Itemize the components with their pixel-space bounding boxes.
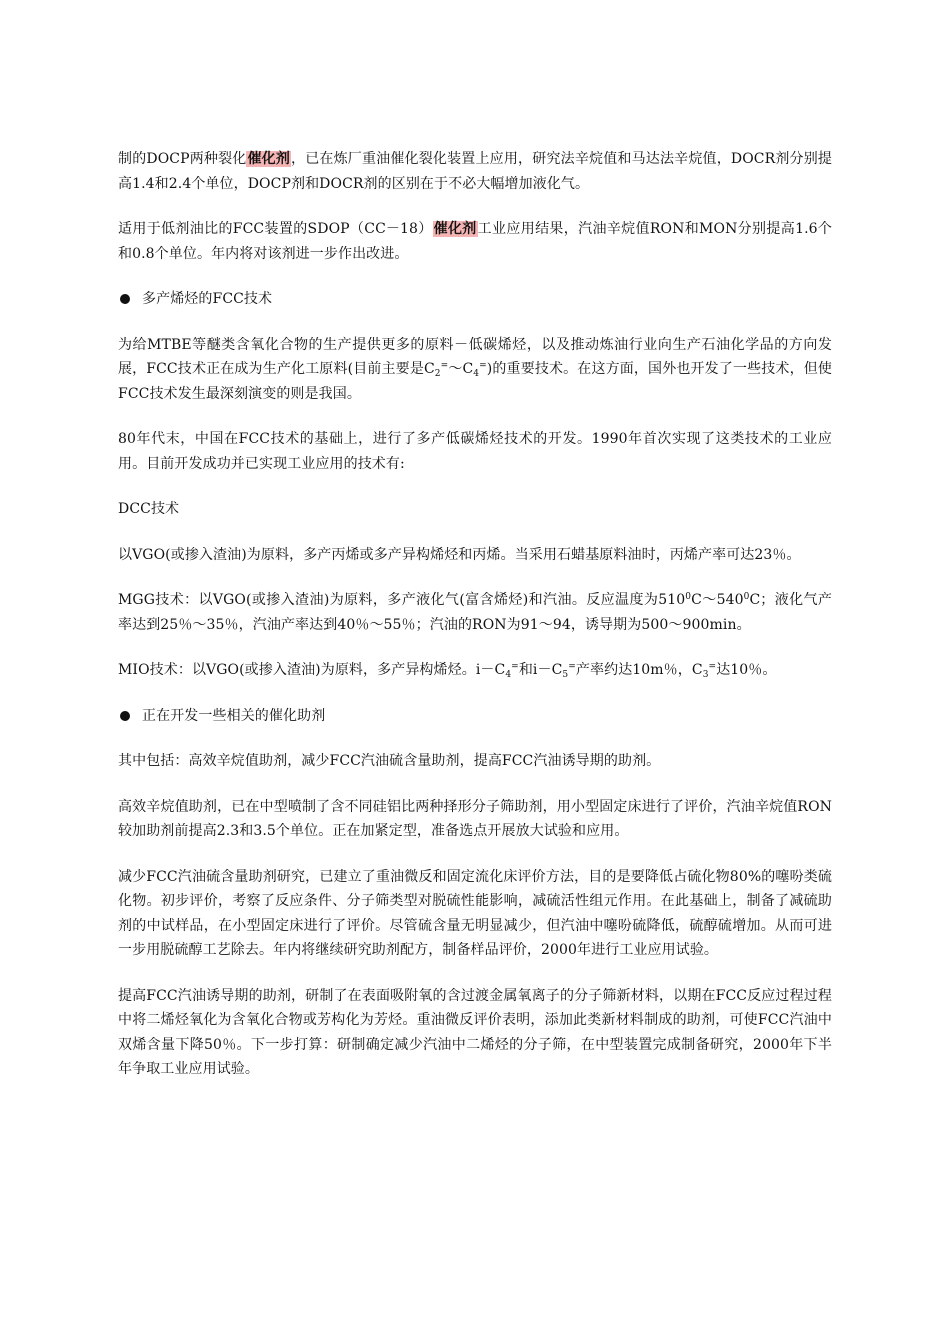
subscript: 4 [505,670,512,680]
paragraph-additives-list: 其中包括：高效辛烷值助剂，减少FCC汽油硫含量助剂，提高FCC汽油诱导期的助剂。 [118,753,661,769]
superscript: = [479,361,487,371]
superscript: 0 [743,592,750,602]
text: C；液化气产率达到25％～35％，汽油产率达到40％～55％；汽油的RON为91～94，诱导期为500～900min。 [118,592,832,633]
paragraph-sdop [118,217,832,266]
paragraph-octane-additive: 高效辛烷值助剂，已在中型喷制了含不同硅铝比两种择形分子筛助剂，用小型固定床进行了评价，汽油辛烷值RON较加助剂前提高2.3和3.5个单位。正在加紧定型，准备选点开展放大试验和应用。 [118,798,832,839]
paragraph-mio [118,658,832,683]
superscript: = [440,361,449,371]
text: 工业应用结果，汽油辛烷值RON和MON分别提高1.6个和0.8个单位。年内将对该剂进一步作出改进。 [118,221,832,262]
text: 制的DOCP两种裂化 [118,151,247,167]
subscript: 5 [562,670,569,680]
text: MGG技术：以VGO(或掺入渣油)为原料，多产液化气(富含烯烃)和汽油。反应温度为510 [118,592,686,608]
paragraph-dcc: 以VGO(或掺入渣油)为原料，多产丙烯或多产异构烯烃和丙烯。当采用石蜡基原料油时，丙烯产率可达23％。 [118,546,801,563]
paragraph-mgg [118,588,832,637]
text: ，已在炼厂重油催化裂化装置上应用，研究法辛烷值和马达法辛烷值，DOCR剂分别提高1.4和2.4个单位，DOCP剂和DOCR剂的区别在于不必大幅增加液化气。 [118,151,832,192]
paragraph-sulfur-additive: 减少FCC汽油硫含量助剂研究，已建立了重油微反和固定流化床评价方法，目的是要降低占硫化物80%的噻吩类硫化物。初步评价，考察了反应条件、分子筛类型对脱硫性能影响，减硫活性组元作用。在此基础上，制备了减硫助剂的中试样品，在小型固定床进行了评价。尽管硫含量无明显减少，但汽油中噻吩硫降低，硫醇硫增加。从而可进一步用脱硫醇工艺除去。年内将继续研究助剂配方，制备样品评价，2000年进行工业应用试验。 [118,868,832,958]
paragraph-induction-additive: 提高FCC汽油诱导期的助剂，研制了在表面吸附氧的含过渡金属氧离子的分子筛新材料，以期在FCC反应过程过程中将二烯烃氧化为含氧化合物或芳构化为芳烃。重油微反评价表明，添加此类新材料制成的助剂，可使FCC汽油中双烯含量下降50％。下一步打算：研制确定减少汽油中二烯烃的分子筛，在中型装置完成制备研究，2000年下半年争取工业应用试验。 [118,987,832,1077]
text: C～540 [691,592,744,608]
bullet-icon [120,294,130,304]
bullet-heading-olefins [118,287,832,312]
text: 达10％。 [716,662,777,678]
paragraph-fcc-chemicals [118,333,832,407]
superscript: 0 [685,592,692,602]
subscript: 2 [434,369,441,379]
paragraph-dcc-heading: DCC技术 [118,501,180,517]
text: )的重要技术。在这方面，国外也开发了一些技术，但使FCC技术发生最深刻演变的则是我国。 [118,361,832,402]
highlighted-term: 催化剂 [433,221,477,237]
bullet-text: 正在开发一些相关的催化助剂 [142,707,326,724]
bullet-icon [120,711,130,721]
paragraph-docp-docr [118,147,832,196]
bullet-heading-additives [118,704,832,729]
text: 产率约达10m％，C [575,662,703,678]
text: 为给MTBE等醚类含氧化合物的生产提供更多的原料－低碳烯烃，以及推动炼油行业向生产石油化学品的方向发展，FCC技术正在成为生产化工原料(目前主要是C [118,336,832,377]
text: MIO技术：以VGO(或掺入渣油)为原料，多产异构烯烃。i－C [118,662,506,678]
subscript: 4 [473,369,480,379]
superscript: = [708,662,717,672]
text: 和i－C [518,662,563,678]
text: ～C [448,361,474,377]
bullet-text: 多产烯烃的FCC技术 [142,291,273,307]
subscript: 3 [702,670,709,680]
superscript: = [568,662,576,672]
document-page [118,147,832,1103]
superscript: = [511,662,519,672]
highlighted-term: 催化剂 [247,151,291,167]
paragraph-80s-development: 80年代末，中国在FCC技术的基础上，进行了多产低碳烯烃技术的开发。1990年首次实现了这类技术的工业应用。目前开发成功并已实现工业应用的技术有: [118,431,832,472]
text: 适用于低剂油比的FCC装置的SDOP（CC－18） [118,221,433,237]
